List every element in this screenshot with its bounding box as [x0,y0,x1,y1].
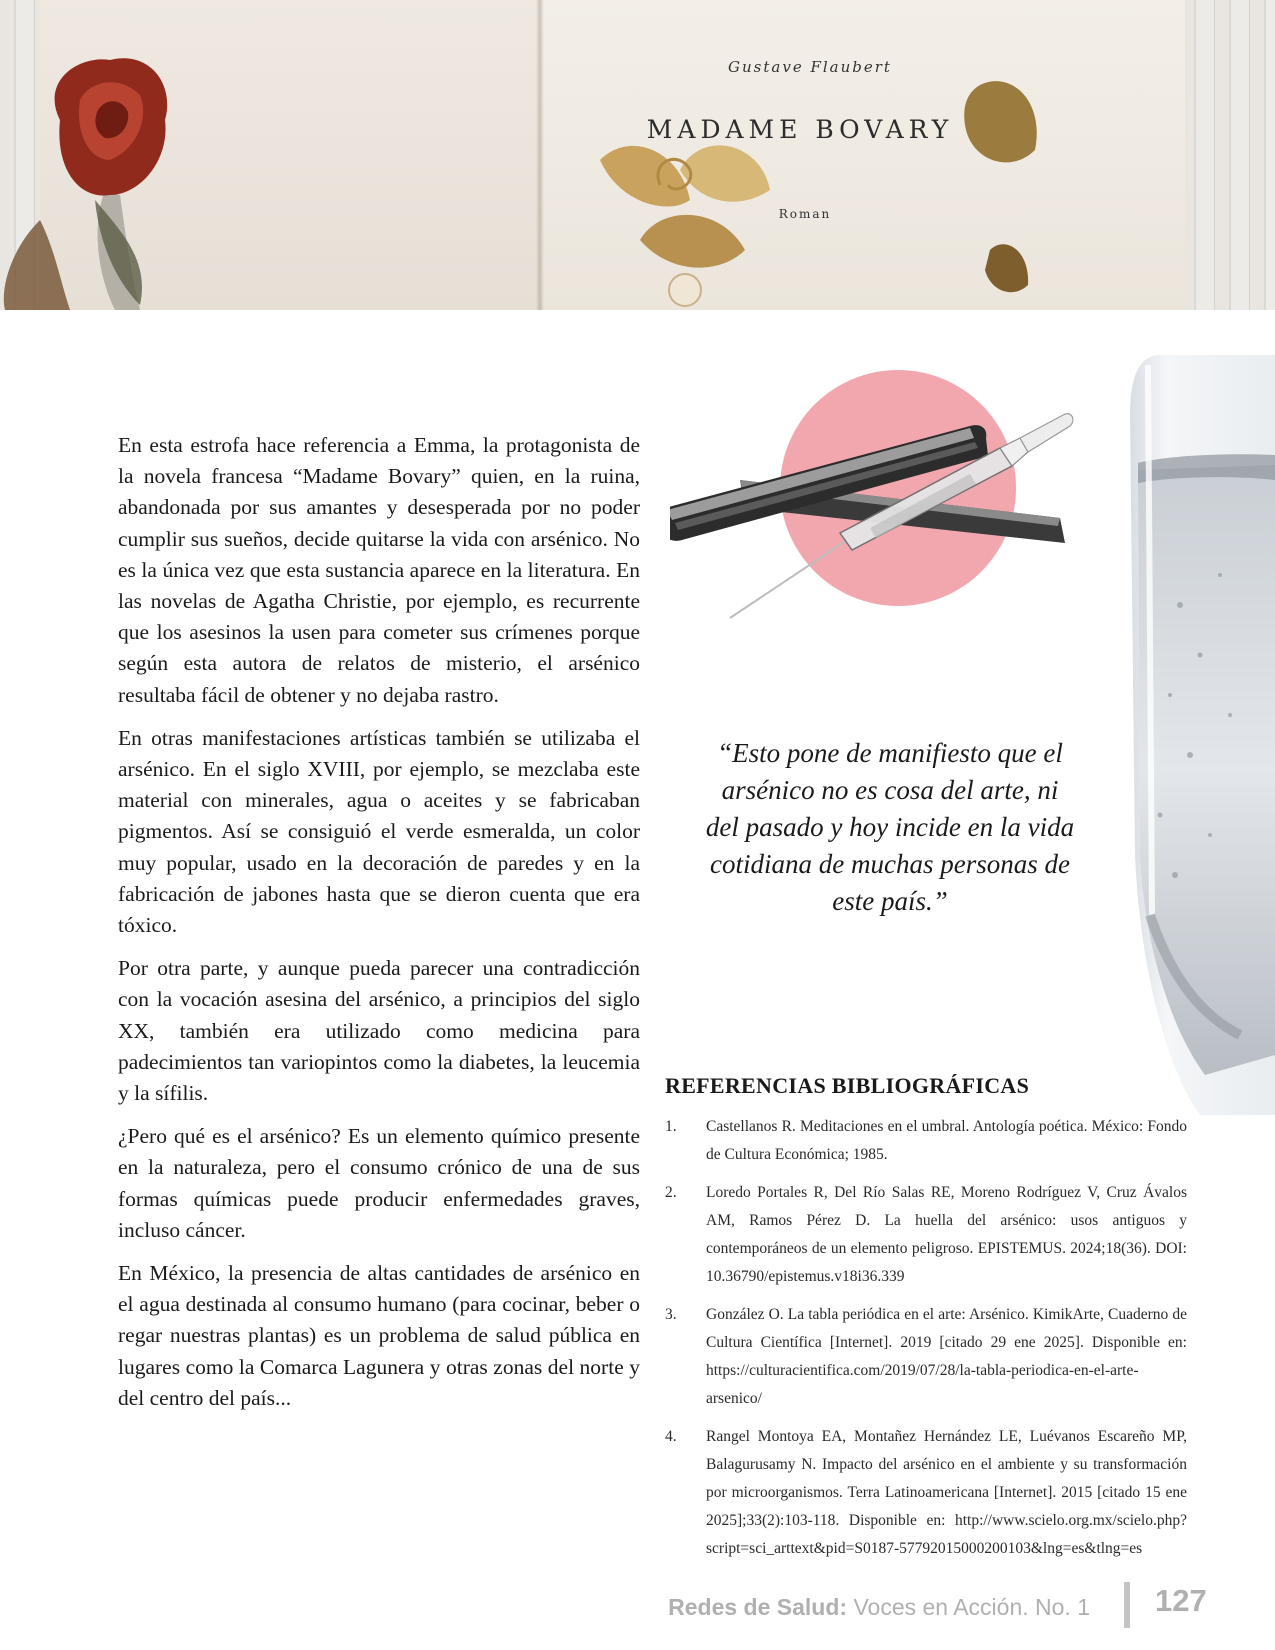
footer-divider [1124,1582,1130,1628]
reference-item [665,1179,1187,1291]
reference-number: 3. [665,1306,677,1323]
page-number: 127 [1155,1583,1207,1618]
article-body [118,430,640,1426]
reference-number: 4. [665,1428,677,1445]
syringe-case-illustration [670,368,1110,648]
pull-quote: “Esto pone de manifiesto que el arsénico no es cosa del arte, ni del pasado y hoy incide en la vida cotidiana de muchas personas de este país.” [705,738,1075,916]
reference-text: Rangel Montoya EA, Montañez Hernández LE, Luévanos Escareño MP, Balagurusamy N. Impacto del arsénico en el ambiente y su transformación por microorganismos. Terra Latinoamericana [Internet]. 2015 [citado 15 ene 2025];33(2):103-118. Disponible en: http://www.scielo.org.mx/scielo.php?script=sci_arttext&pid=S0187-57792015000200103&lng=es&tlng=es [706,1428,1187,1557]
paragraph: En otras manifestaciones artísticas también se utilizaba el arsénico. En el siglo XVIII, por ejemplo, se mezclaba este material con minerales, agua o aceites y se fabricaban pigmentos. Así se consiguió el verde esmeralda, un color muy popular, usado en la decoración de paredes y en la fabricación de jabones hasta que se dieron cuenta que era tóxico. [118,725,640,938]
reference-text: Loredo Portales R, Del Río Salas RE, Moreno Rodríguez V, Cruz Ávalos AM, Ramos Pérez D. La huella del arsénico: usos antiguos y contemporáneos de un elemento peligroso. EPISTEMUS. 2024;18(36). DOI: 10.36790/epistemus.v18i36.339 [706,1184,1187,1285]
references-list [665,1113,1187,1573]
reference-number: 2. [665,1184,677,1201]
book-author: Gustave Flaubert [728,58,892,76]
references-heading: REFERENCIAS BIBLIOGRÁFICAS [665,1073,1030,1098]
book-title: MADAME BOVARY [646,115,954,144]
reference-item [665,1423,1187,1563]
reference-item [665,1301,1187,1413]
journal-name-rest: Voces en Acción. No. 1 [847,1594,1090,1620]
journal-name [668,1594,1090,1621]
page-footer [600,1582,1220,1632]
reference-text: González O. La tabla periódica en el arte: Arsénico. KimikArte, Cuaderno de Cultura Científica [Internet]. 2019 [citado 29 ene 2025]. Disponible en: https://culturacientifica.com/2019/07/28/la-tabla-periodica-en-el-arte-arsenico/ [706,1306,1187,1407]
paragraph: ¿Pero qué es el arsénico? Es un elemento químico presente en la naturaleza, pero el consumo crónico de una de sus formas químicas puede producir enfermedades graves, incluso cáncer. [118,1124,640,1242]
dried-rose-icon [4,58,167,310]
reference-text: Castellanos R. Meditaciones en el umbral. Antología poética. México: Fondo de Cultura Económica; 1985. [706,1118,1187,1163]
journal-name-bold: Redes de Salud: [668,1594,848,1620]
decorative-flowers-icon [0,0,1275,310]
reference-item [665,1113,1187,1169]
paragraph: En México, la presencia de altas cantidades de arsénico en el agua destinada al consumo humano (para cocinar, beber o regar nuestras plantas) es un problema de salud pública en lugares como la Comarca Lagunera y otras zonas del norte y del centro del país... [118,1261,640,1410]
header-photo [0,0,1275,310]
paragraph: Por otra parte, y aunque pueda parecer una contradicción con la vocación asesina del arsénico, a principios del siglo XX, también era utilizado como medicina para padecimientos tan variopintos como la diabetes, la leucemia y la sífilis. [118,956,640,1106]
paragraph: En esta estrofa hace referencia a Emma, la protagonista de la novela francesa “Madame Bovary” quien, en la ruina, abandonada por sus amantes y desesperada por no poder cumplir sus sueños, decide quitarse la vida con arsénico. No es la única vez que esta sustancia aparece en la literatura. En las novelas de Agatha Christie, por ejemplo, es recurrente que los asesinos la usen para cometer sus crímenes porque según esta autora de relatos de misterio, el arsénico resultaba fácil de obtener y no dejaba rastro. [118,433,640,707]
water-glass-illustration [1130,355,1275,1115]
reference-number: 1. [665,1118,677,1135]
book-subtitle: Roman [778,207,832,221]
